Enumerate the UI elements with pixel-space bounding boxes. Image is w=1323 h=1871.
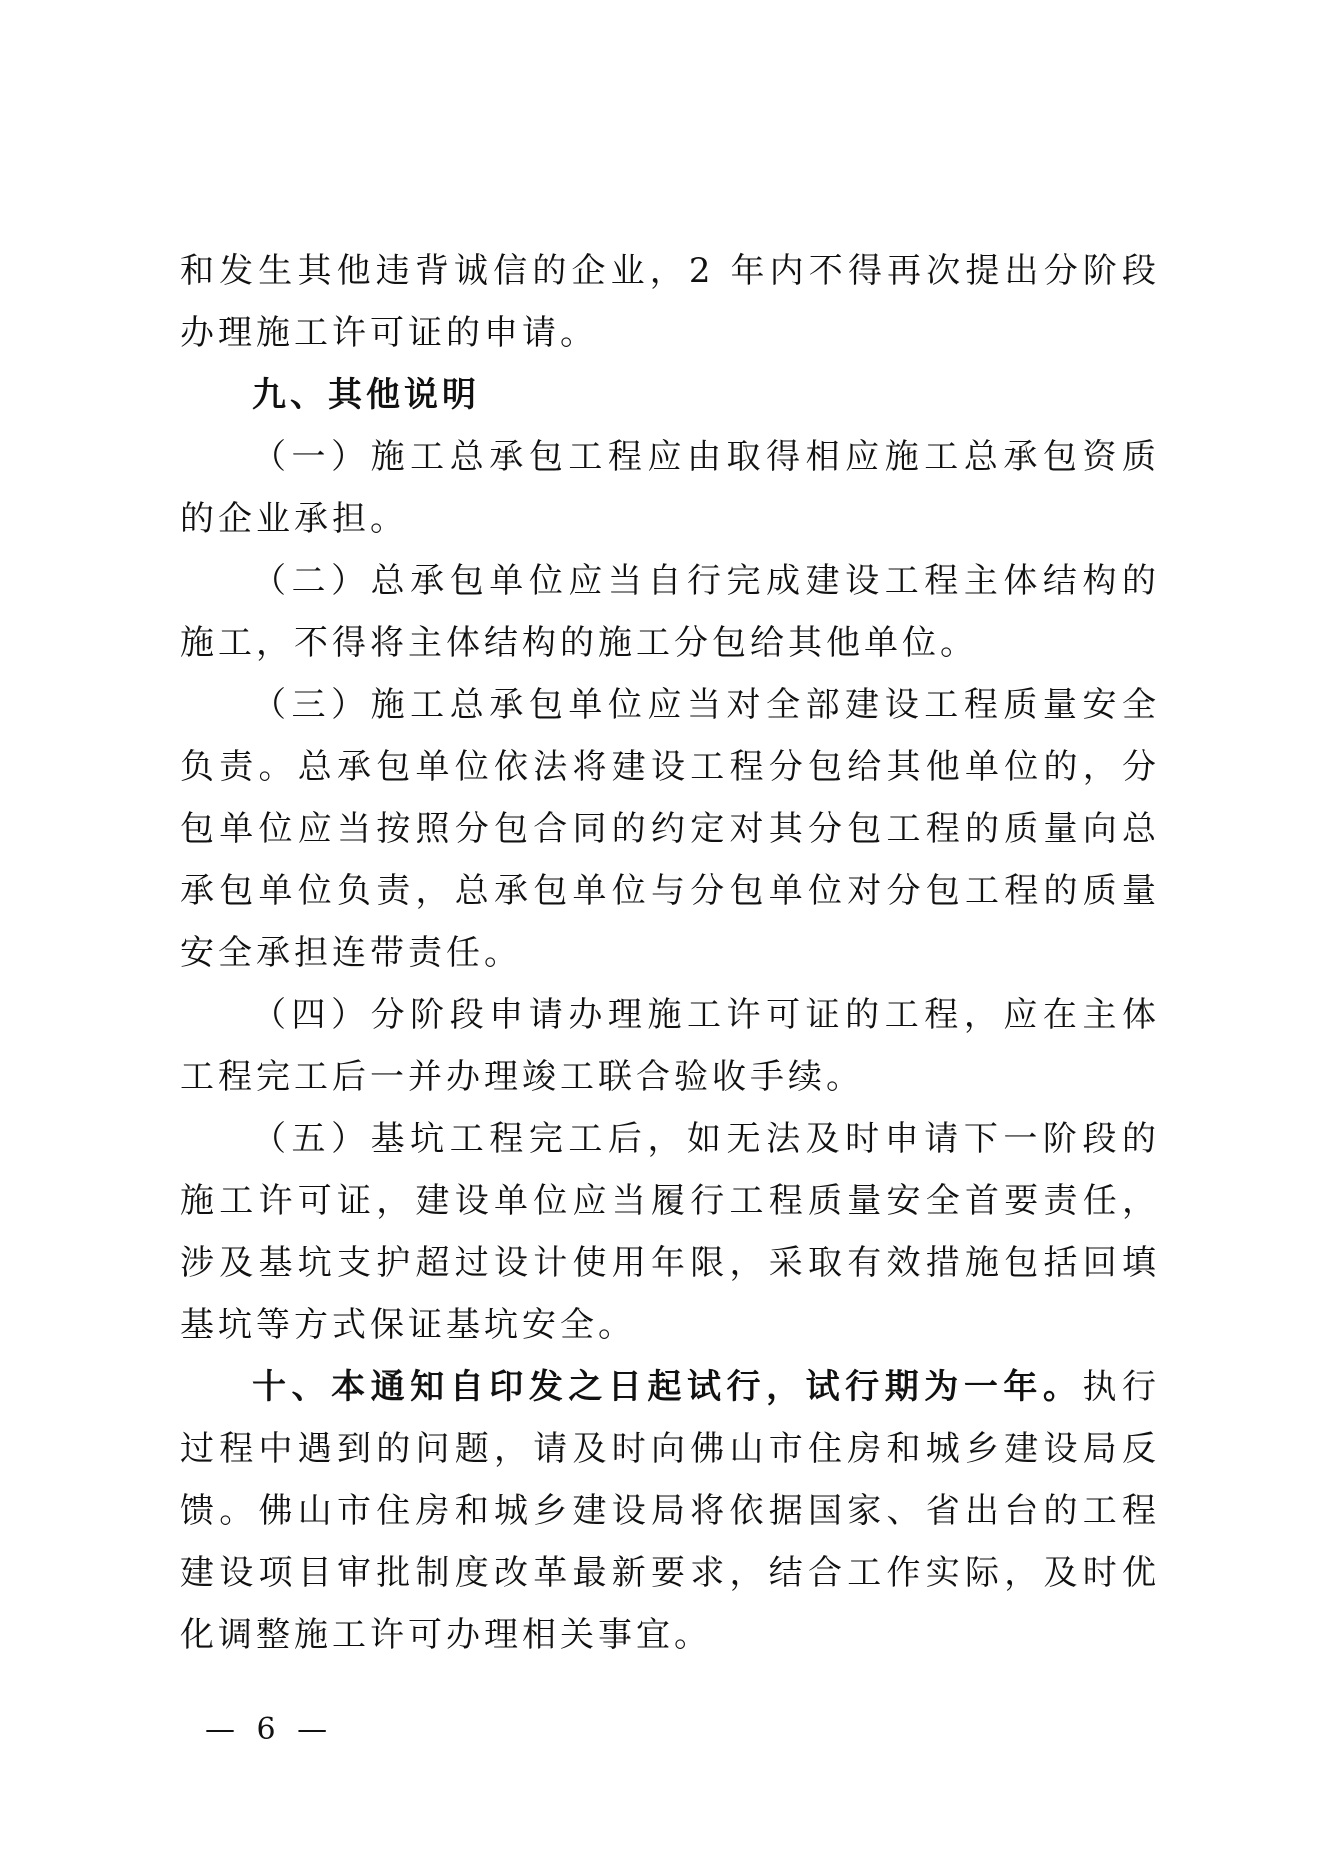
- document-body: [180, 240, 1160, 1666]
- section-heading-9: 九、其他说明: [252, 375, 480, 415]
- paragraph-item-3: （三）施工总承包单位应当对全部建设工程质量安全负责。总承包单位依法将建设工程分包给其他单位的，分包单位应当按照分包合同的约定对其分包工程的质量向总承包单位负责，总承包单位与分包单位对分包工程的质量安全承担连带责任。: [180, 685, 1160, 973]
- paragraph-item-1: （一）施工总承包工程应由取得相应施工总承包资质的企业承担。: [180, 437, 1160, 539]
- paragraph-continuation: 和发生其他违背诚信的企业，2 年内不得再次提出分阶段办理施工许可证的申请。: [180, 251, 1160, 353]
- paragraph-item-5: （五）基坑工程完工后，如无法及时申请下一阶段的施工许可证，建设单位应当履行工程质量安全首要责任，涉及基坑支护超过设计使用年限，采取有效措施包括回填基坑等方式保证基坑安全。: [180, 1119, 1160, 1345]
- section-heading-10: 十、本通知自印发之日起试行，试行期为一年。: [252, 1367, 1083, 1407]
- section-10-body: 执行过程中遇到的问题，请及时向佛山市住房和城乡建设局反馈。佛山市住房和城乡建设局将依据国家、省出台的工程建设项目审批制度改革最新要求，结合工作实际，及时优化调整施工许可办理相关事宜。: [180, 1367, 1160, 1655]
- paragraph-item-4: （四）分阶段申请办理施工许可证的工程，应在主体工程完工后一并办理竣工联合验收手续。: [180, 995, 1160, 1097]
- page-number: — 6 —: [205, 1712, 334, 1747]
- paragraph-item-2: （二）总承包单位应当自行完成建设工程主体结构的施工，不得将主体结构的施工分包给其他单位。: [180, 561, 1160, 663]
- section-10-paragraph: [180, 1356, 1160, 1666]
